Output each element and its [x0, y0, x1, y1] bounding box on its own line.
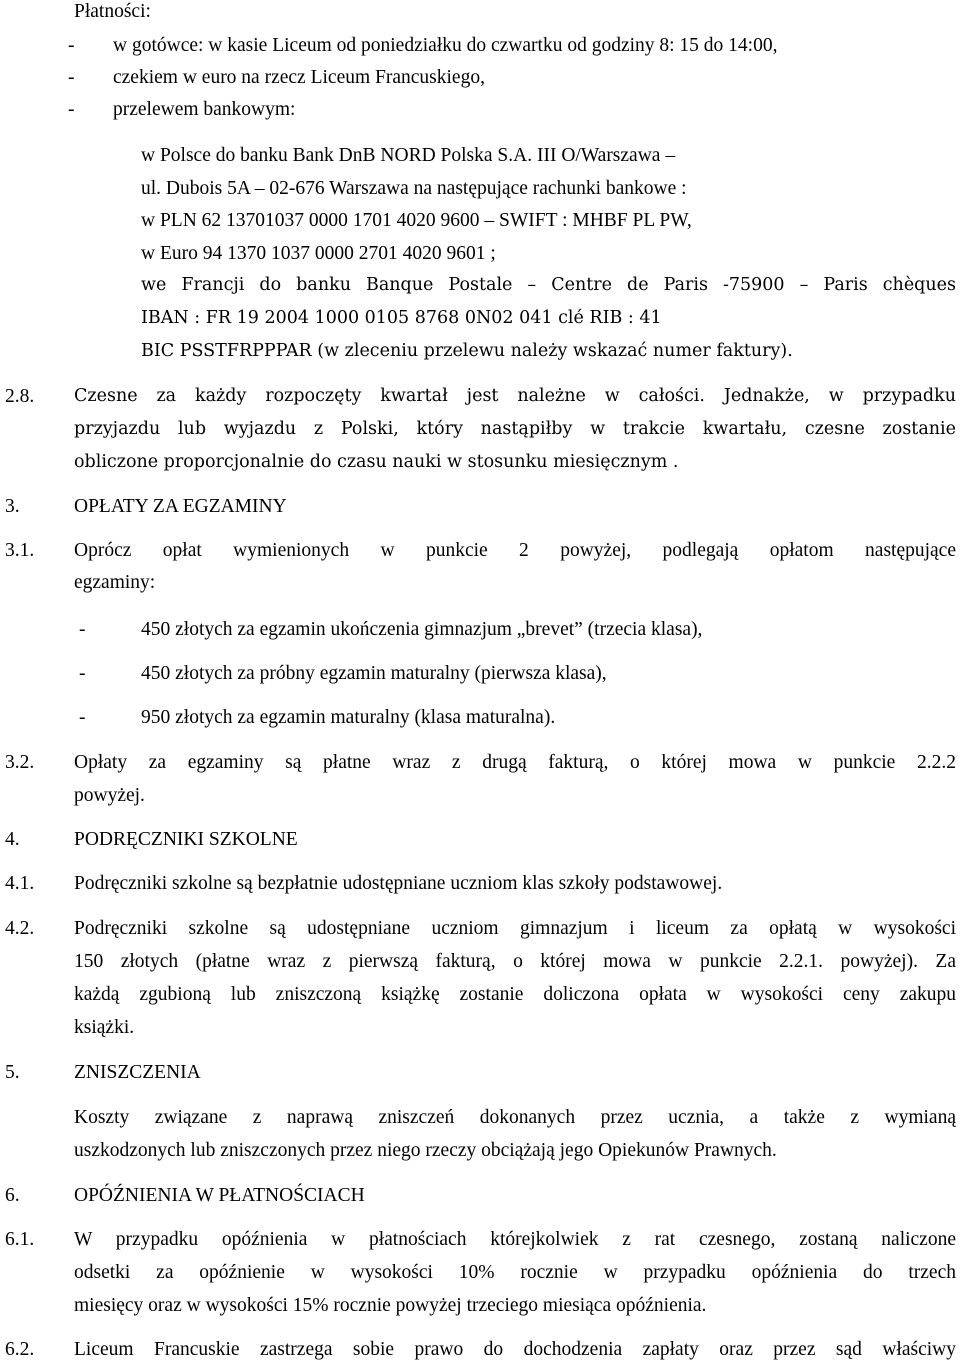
paragraph-line: Podręczniki szkolne są bezpłatnie udostępniane uczniom klas szkoły podstawowej.	[74, 873, 723, 894]
section-title: ZNISZCZENIA	[74, 1062, 201, 1083]
paragraph-line: książki.	[74, 1017, 135, 1038]
paragraph-line: Koszty związane z naprawą zniszczeń dokonanych przez ucznia, a także z wymianą	[74, 1107, 956, 1128]
bank-line: ul. Dubois 5A – 02-676 Warszawa na następujące rachunki bankowe :	[141, 178, 687, 199]
section-number: 4.2.	[5, 918, 35, 939]
bank-line: w PLN 62 13701037 0000 1701 4020 9600 – SWIFT : MHBF PL PW,	[141, 210, 692, 231]
fee-item: 450 złotych za próbny egzamin maturalny (pierwsza klasa),	[141, 663, 607, 684]
bank-line: BIC PSSTFRPPPAR (w zleceniu przelewu należy wskazać numer faktury).	[141, 341, 793, 361]
payments-heading: Płatności:	[74, 1, 151, 22]
section-number: 3.1.	[5, 540, 35, 561]
paragraph-line: powyżej.	[74, 785, 145, 806]
list-dash: -	[68, 67, 75, 88]
section-title: PODRĘCZNIKI SZKOLNE	[74, 829, 298, 850]
payment-item-cash: w gotówce: w kasie Liceum od poniedziałku do czwartku od godziny 8: 15 do 14:00,	[113, 35, 778, 56]
paragraph-line: Podręczniki szkolne są udostępniane uczniom gimnazjum i liceum za opłatą w wysokości	[74, 918, 956, 939]
paragraph-line: uszkodzonych lub zniszczonych przez niego rzeczy obciążają jego Opiekunów Prawnych.	[74, 1140, 777, 1161]
section-number: 6.1.	[5, 1229, 35, 1250]
paragraph-line: przyjazdu lub wyjazdu z Polski, który nastąpiłby w trakcie kwartału, czesne zostanie	[74, 419, 956, 439]
paragraph-line: 150 złotych (płatne wraz z pierwszą fakturą, o której mowa w punkcie 2.2.1. powyżej). Za	[74, 951, 956, 972]
section-number: 6.	[5, 1185, 20, 1206]
fee-item: 450 złotych za egzamin ukończenia gimnazjum „brevet” (trzecia klasa),	[141, 619, 703, 640]
list-dash: -	[79, 663, 86, 684]
section-title: OPÓŹNIENIA W PŁATNOŚCIACH	[74, 1185, 365, 1206]
list-dash: -	[79, 619, 86, 640]
section-number: 3.	[5, 496, 20, 517]
paragraph-line: Oprócz opłat wymienionych w punkcie 2 powyżej, podlegają opłatom następujące	[74, 540, 956, 561]
list-dash: -	[79, 707, 86, 728]
payment-item-transfer: przelewem bankowym:	[113, 99, 296, 120]
bank-line: w Polsce do banku Bank DnB NORD Polska S.A. III O/Warszawa –	[141, 145, 676, 166]
paragraph-line: obliczone proporcjonalnie do czasu nauki w stosunku miesięcznym .	[74, 452, 679, 472]
section-number: 6.2.	[5, 1339, 35, 1360]
bank-line: w Euro 94 1370 1037 0000 2701 4020 9601 ;	[141, 243, 496, 264]
bank-line: we Francji do banku Banque Postale – Centre de Paris -75900 – Paris chèques	[141, 275, 956, 295]
paragraph-line: egzaminy:	[74, 572, 156, 593]
section-number: 4.1.	[5, 873, 35, 894]
paragraph-line: Opłaty za egzaminy są płatne wraz z drugą fakturą, o której mowa w punkcie 2.2.2	[74, 752, 956, 773]
list-dash: -	[68, 35, 75, 56]
section-number: 4.	[5, 829, 20, 850]
section-title: OPŁATY ZA EGZAMINY	[74, 496, 287, 517]
section-number: 3.2.	[5, 752, 35, 773]
paragraph-line: miesięcy oraz w wysokości 15% rocznie powyżej trzeciego miesiąca opóźnienia.	[74, 1295, 707, 1316]
paragraph-line: każdą zgubioną lub zniszczoną książkę zostanie doliczona opłata w wysokości ceny zakupu	[74, 984, 956, 1005]
paragraph-line: odsetki za opóźnienie w wysokości 10% rocznie w przypadku opóźnienia do trzech	[74, 1262, 956, 1283]
fee-item: 950 złotych za egzamin maturalny (klasa maturalna).	[141, 707, 556, 728]
payment-item-cheque: czekiem w euro na rzecz Liceum Francuskiego,	[113, 67, 485, 88]
paragraph-line: Liceum Francuskie zastrzega sobie prawo do dochodzenia zapłaty oraz przez sąd właściwy	[74, 1339, 956, 1360]
paragraph-line: W przypadku opóźnienia w płatnościach którejkolwiek z rat czesnego, zostaną naliczone	[74, 1229, 956, 1250]
bank-line: IBAN : FR 19 2004 1000 0105 8768 0N02 041 clé RIB : 41	[141, 308, 662, 328]
section-number: 5.	[5, 1062, 20, 1083]
list-dash: -	[68, 99, 75, 120]
section-number: 2.8.	[5, 386, 35, 407]
paragraph-line: Czesne za każdy rozpoczęty kwartał jest należne w całości. Jednakże, w przypadku	[74, 386, 956, 406]
